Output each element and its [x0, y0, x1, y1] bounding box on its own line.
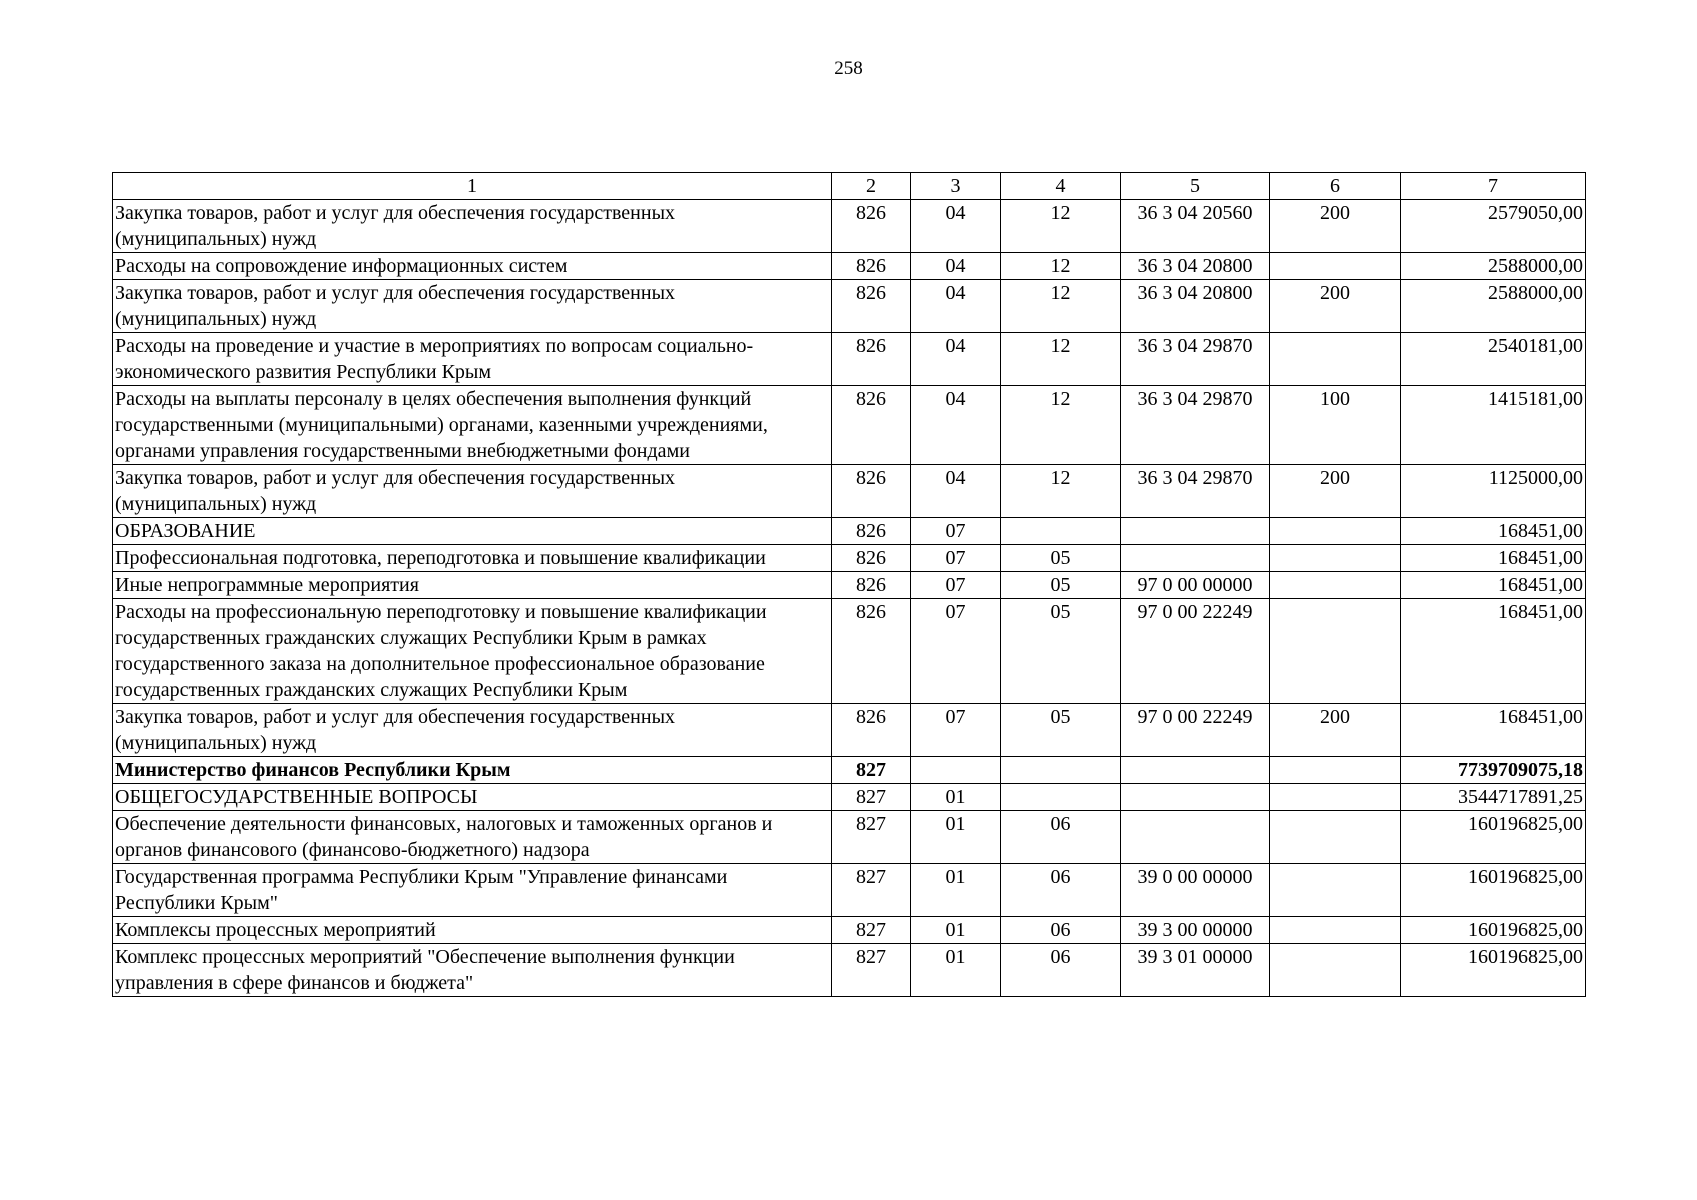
row-gr-code: 826	[832, 465, 911, 518]
row-amount: 160196825,00	[1401, 811, 1586, 864]
row-gr-code: 827	[832, 811, 911, 864]
row-amount: 3544717891,25	[1401, 784, 1586, 811]
row-subsection-code: 12	[1001, 386, 1121, 465]
table-row	[113, 333, 1586, 386]
row-gr-code: 827	[832, 757, 911, 784]
row-target-code: 39 3 01 00000	[1121, 944, 1270, 997]
row-gr-code: 826	[832, 253, 911, 280]
row-name: Закупка товаров, работ и услуг для обеспечения государственных (муниципальных) нужд	[113, 704, 832, 757]
row-section-code: 01	[911, 811, 1001, 864]
table-row	[113, 917, 1586, 944]
table-row	[113, 465, 1586, 518]
row-section-code: 01	[911, 944, 1001, 997]
row-amount: 168451,00	[1401, 599, 1586, 704]
header-row	[113, 173, 1586, 200]
table-header	[113, 173, 1586, 200]
row-target-code: 97 0 00 22249	[1121, 704, 1270, 757]
row-subsection-code: 06	[1001, 944, 1121, 997]
row-target-code: 36 3 04 20800	[1121, 280, 1270, 333]
row-name: Профессиональная подготовка, переподготовка и повышение квалификации	[113, 545, 832, 572]
row-gr-code: 827	[832, 864, 911, 917]
row-target-code	[1121, 811, 1270, 864]
row-subsection-code: 12	[1001, 333, 1121, 386]
row-expense-type-code	[1270, 784, 1401, 811]
row-subsection-code: 12	[1001, 465, 1121, 518]
row-name: Расходы на проведение и участие в мероприятиях по вопросам социально-экономического развития Республики Крым	[113, 333, 832, 386]
row-expense-type-code	[1270, 864, 1401, 917]
row-gr-code: 827	[832, 917, 911, 944]
row-amount: 160196825,00	[1401, 864, 1586, 917]
row-section-code: 04	[911, 465, 1001, 518]
row-target-code: 97 0 00 22249	[1121, 599, 1270, 704]
row-section-code: 01	[911, 784, 1001, 811]
column-header-6: 6	[1270, 173, 1401, 200]
row-target-code: 36 3 04 20560	[1121, 200, 1270, 253]
row-amount: 168451,00	[1401, 572, 1586, 599]
table-row	[113, 280, 1586, 333]
row-subsection-code: 05	[1001, 704, 1121, 757]
column-header-5: 5	[1121, 173, 1270, 200]
row-gr-code: 826	[832, 704, 911, 757]
row-gr-code: 826	[832, 200, 911, 253]
row-amount: 1125000,00	[1401, 465, 1586, 518]
row-amount: 168451,00	[1401, 704, 1586, 757]
row-expense-type-code	[1270, 599, 1401, 704]
row-subsection-code: 05	[1001, 545, 1121, 572]
row-subsection-code: 06	[1001, 917, 1121, 944]
row-section-code: 04	[911, 200, 1001, 253]
row-gr-code: 826	[832, 545, 911, 572]
row-amount: 2579050,00	[1401, 200, 1586, 253]
row-name: Комплекс процессных мероприятий "Обеспечение выполнения функции управления в сфере финансов и бюджета"	[113, 944, 832, 997]
row-gr-code: 826	[832, 518, 911, 545]
row-target-code: 36 3 04 29870	[1121, 465, 1270, 518]
row-expense-type-code: 200	[1270, 200, 1401, 253]
row-expense-type-code	[1270, 572, 1401, 599]
row-gr-code: 826	[832, 572, 911, 599]
column-header-7: 7	[1401, 173, 1586, 200]
column-header-3: 3	[911, 173, 1001, 200]
row-subsection-code: 12	[1001, 253, 1121, 280]
row-target-code: 36 3 04 29870	[1121, 333, 1270, 386]
row-section-code: 07	[911, 518, 1001, 545]
row-section-code: 07	[911, 572, 1001, 599]
row-name: ОБЩЕГОСУДАРСТВЕННЫЕ ВОПРОСЫ	[113, 784, 832, 811]
row-amount: 168451,00	[1401, 545, 1586, 572]
row-section-code: 04	[911, 280, 1001, 333]
row-subsection-code: 06	[1001, 811, 1121, 864]
row-expense-type-code	[1270, 917, 1401, 944]
row-subsection-code: 12	[1001, 200, 1121, 253]
row-amount: 2588000,00	[1401, 253, 1586, 280]
row-expense-type-code: 200	[1270, 704, 1401, 757]
row-subsection-code	[1001, 784, 1121, 811]
row-section-code: 04	[911, 253, 1001, 280]
table-row	[113, 757, 1586, 784]
row-gr-code: 826	[832, 333, 911, 386]
row-subsection-code: 12	[1001, 280, 1121, 333]
row-name: Министерство финансов Республики Крым	[113, 757, 832, 784]
row-expense-type-code: 200	[1270, 465, 1401, 518]
row-section-code: 07	[911, 599, 1001, 704]
budget-table	[112, 172, 1586, 997]
row-name: Обеспечение деятельности финансовых, налоговых и таможенных органов и органов финансового (финансово-бюджетного) надзора	[113, 811, 832, 864]
row-target-code	[1121, 545, 1270, 572]
column-header-2: 2	[832, 173, 911, 200]
table-row	[113, 386, 1586, 465]
column-header-1: 1	[113, 173, 832, 200]
row-expense-type-code	[1270, 757, 1401, 784]
column-header-4: 4	[1001, 173, 1121, 200]
row-expense-type-code	[1270, 518, 1401, 545]
row-gr-code: 827	[832, 784, 911, 811]
row-name: Закупка товаров, работ и услуг для обеспечения государственных (муниципальных) нужд	[113, 465, 832, 518]
row-subsection-code: 06	[1001, 864, 1121, 917]
row-subsection-code: 05	[1001, 572, 1121, 599]
table-row	[113, 545, 1586, 572]
row-section-code	[911, 757, 1001, 784]
row-gr-code: 826	[832, 280, 911, 333]
row-expense-type-code: 200	[1270, 280, 1401, 333]
page-number: 258	[834, 58, 863, 79]
row-name: Государственная программа Республики Крым "Управление финансами Республики Крым"	[113, 864, 832, 917]
row-target-code: 97 0 00 00000	[1121, 572, 1270, 599]
row-target-code: 39 0 00 00000	[1121, 864, 1270, 917]
row-gr-code: 826	[832, 386, 911, 465]
row-name: Закупка товаров, работ и услуг для обеспечения государственных (муниципальных) нужд	[113, 200, 832, 253]
table-row	[113, 599, 1586, 704]
row-amount: 2540181,00	[1401, 333, 1586, 386]
row-amount: 2588000,00	[1401, 280, 1586, 333]
row-expense-type-code	[1270, 811, 1401, 864]
row-section-code: 04	[911, 386, 1001, 465]
row-amount: 160196825,00	[1401, 944, 1586, 997]
row-expense-type-code	[1270, 944, 1401, 997]
row-name: Закупка товаров, работ и услуг для обеспечения государственных (муниципальных) нужд	[113, 280, 832, 333]
table-row	[113, 200, 1586, 253]
row-amount: 160196825,00	[1401, 917, 1586, 944]
row-section-code: 01	[911, 917, 1001, 944]
table-row	[113, 944, 1586, 997]
row-section-code: 07	[911, 704, 1001, 757]
row-subsection-code	[1001, 757, 1121, 784]
table-row	[113, 253, 1586, 280]
table-row	[113, 784, 1586, 811]
row-target-code	[1121, 784, 1270, 811]
row-target-code: 36 3 04 29870	[1121, 386, 1270, 465]
table-body	[113, 200, 1586, 997]
row-expense-type-code	[1270, 545, 1401, 572]
row-target-code: 36 3 04 20800	[1121, 253, 1270, 280]
row-name: Иные непрограммные мероприятия	[113, 572, 832, 599]
row-gr-code: 827	[832, 944, 911, 997]
row-section-code: 01	[911, 864, 1001, 917]
row-gr-code: 826	[832, 599, 911, 704]
row-subsection-code	[1001, 518, 1121, 545]
row-expense-type-code: 100	[1270, 386, 1401, 465]
row-amount: 168451,00	[1401, 518, 1586, 545]
row-target-code: 39 3 00 00000	[1121, 917, 1270, 944]
row-section-code: 07	[911, 545, 1001, 572]
table-row	[113, 572, 1586, 599]
row-expense-type-code	[1270, 333, 1401, 386]
row-target-code	[1121, 757, 1270, 784]
row-name: ОБРАЗОВАНИЕ	[113, 518, 832, 545]
row-subsection-code: 05	[1001, 599, 1121, 704]
row-name: Комплексы процессных мероприятий	[113, 917, 832, 944]
table-row	[113, 864, 1586, 917]
row-name: Расходы на сопровождение информационных систем	[113, 253, 832, 280]
row-expense-type-code	[1270, 253, 1401, 280]
row-name: Расходы на профессиональную переподготовку и повышение квалификации государственных гражданских служащих Республики Крым в рамках государственного заказа на дополнительное профессиональное образование государственных гражданских служащих Республики Крым	[113, 599, 832, 704]
row-amount: 7739709075,18	[1401, 757, 1586, 784]
table-row	[113, 518, 1586, 545]
row-amount: 1415181,00	[1401, 386, 1586, 465]
row-target-code	[1121, 518, 1270, 545]
row-name: Расходы на выплаты персоналу в целях обеспечения выполнения функций государственными (муниципальными) органами, казенными учреждениями, органами управления государственными внебюджетными фондами	[113, 386, 832, 465]
table-row	[113, 811, 1586, 864]
row-section-code: 04	[911, 333, 1001, 386]
table-row	[113, 704, 1586, 757]
